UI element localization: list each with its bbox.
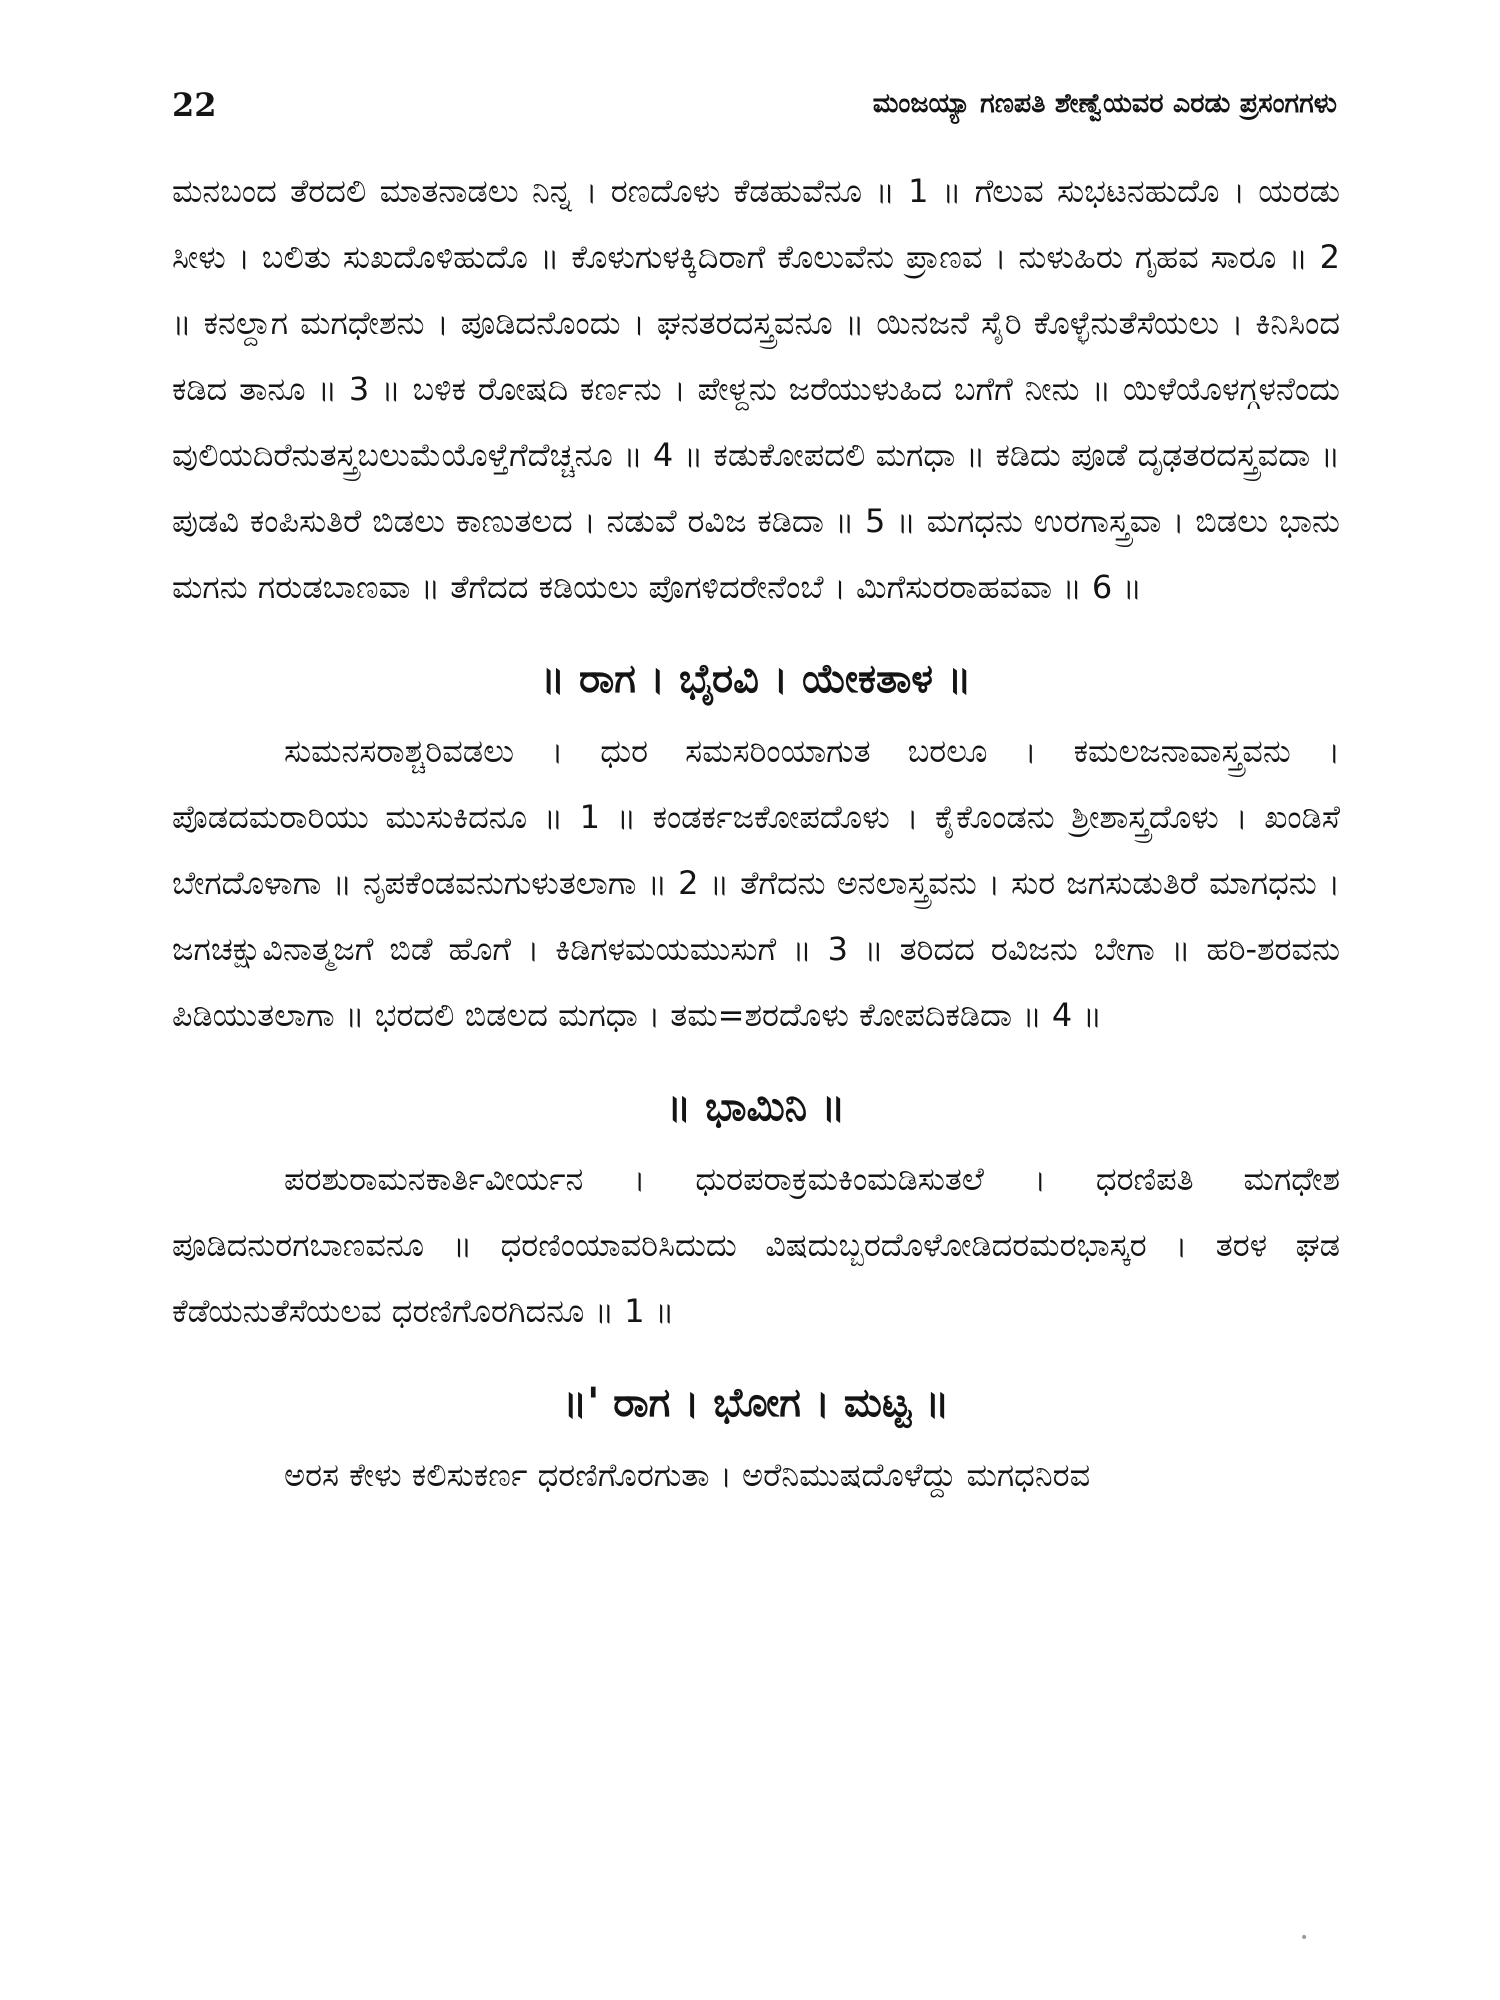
verse-block-1: ಮನಬಂದ ತೆರದಲಿ ಮಾತನಾಡಲು ನಿನ್ನ । ರಣದೊಳು ಕೆಡಹುವೆನೂ ॥ 1 ॥ ಗೆಲುವ ಸುಭಟನಹುದೊ । ಯರಡು ಸೀಳು । ಬಲಿತು ಸುಖದೊಳಿಹುದೊ ॥ ಕೊಳುಗುಳಕ್ಕಿದಿರಾಗೆ ಕೊಲುವೆನು ಪ್ರಾಣವ । ನುಳುಹಿರು ಗೃಹವ ಸಾರೂ ॥ 2 ॥ ಕನಲ್ದಾಗ ಮಗಧೇಶನು । ಪೂಡಿದನೊಂದು । ಘನತರದಸ್ತ್ರವನೂ ॥ ಯಿನಜನೆ ಸೈರಿ ಕೊಳ್ಳೆನುತೆಸೆಯಲು । ಕಿನಿಸಿಂದ ಕಡಿದ ತಾನೂ ॥ 3 ॥ ಬಳಿಕ ರೋಷದಿ ಕರ್ಣನು । ಪೇಳ್ದನು ಜರೆಯುಳುಹಿದ ಬಗೆಗೆ ನೀನು ॥ ಯಿಳೆಯೊಳಗ್ಗಳನೆಂದು ವುಲಿಯದಿರೆನುತಸ್ತ್ರಬಲುಮೆಯೊಳ್ತೆಗೆದೆಚ್ಚನೂ ॥ 4 ॥ ಕಡುಕೋಪದಲಿ ಮಗಧಾ ॥ ಕಡಿದು ಪೂಡೆ ದೃಢತರದಸ್ತ್ರವದಾ ॥ ಪುಡವಿ ಕಂಪಿಸುತಿರೆ ಬಿಡಲು ಕಾಣುತಲದ । ನಡುವೆ ರವಿಜ ಕಡಿದಾ ॥ 5 ॥ ಮಗಧನು ಉರಗಾಸ್ತ್ರವಾ । ಬಿಡಲು ಭಾನು ಮಗನು ಗರುಡಬಾಣವಾ ॥ ತೆಗೆದದ ಕಡಿಯಲು ಪೊಗಳಿದರೇನೆಂಬೆ । ಮಿಗೆಸುರರಾಹವವಾ ॥ 6 ॥ bbox=[172, 172, 1340, 606]
stray-dot-mark: • bbox=[1300, 1930, 1309, 1946]
running-title: ಮಂಜಯ್ಯಾ ಗಣಪತಿ ಶೇಣ್ವೆಯವರ ಎರಡು ಪ್ರಸಂಗಗಳು bbox=[872, 88, 1337, 119]
section-heading-bhamini: ॥ ಭಾಮಿನಿ ॥ bbox=[666, 1084, 846, 1130]
page-body bbox=[172, 158, 1340, 1508]
page-number: 22 bbox=[172, 86, 217, 124]
verse-block-2: ಸುಮನಸರಾಶ್ಚರಿವಡಲು । ಧುರ ಸಮಸರಿಂಯಾಗುತ ಬರಲೂ । ಕಮಲಜನಾವಾಸ್ತ್ರವನು । ಪೊಡದಮರಾರಿಯು ಮುಸುಕಿದನೂ ॥ 1 ॥ ಕಂಡರ್ಕಜಕೋಪದೊಳು । ಕೈಕೊಂಡನು ಶ್ರೀಶಾಸ್ತ್ರದೊಳು । ಖಂಡಿಸೆ ಬೇಗದೊಳಾಗಾ ॥ ನೃಪಕೆಂಡವನುಗುಳುತಲಾಗಾ ॥ 2 ॥ ತೆಗೆದನು ಅನಲಾಸ್ತ್ರವನು । ಸುರ ಜಗಸುಡುತಿರೆ ಮಾಗಧನು । ಜಗಚಕ್ಷುವಿನಾತ್ಮಜಗೆ ಬಿಡೆ ಹೊಗೆ । ಕಿಡಿಗಳಮಯಮುಸುಗೆ ॥ 3 ॥ ತರಿದದ ರವಿಜನು ಬೇಗಾ ॥ ಹರಿ-ಶರವನು ಪಿಡಿಯುತಲಾಗಾ ॥ ಭರದಲಿ ಬಿಡಲದ ಮಗಧಾ । ತಮ=ಶರದೊಳು ಕೋಪದಿಕಡಿದಾ ॥ 4 ॥ bbox=[172, 732, 1340, 1034]
verse-block-3: ಪರಶುರಾಮನಕಾರ್ತಿವೀರ್ಯನ । ಧುರಪರಾಕ್ರಮಕಿಂಮಡಿಸುತಲೆ । ಧರಣಿಪತಿ ಮಗಧೇಶ ಪೂಡಿದನುರಗಬಾಣವನೂ ॥ ಧರಣಿಂಯಾವರಿಸಿದುದು ವಿಷದುಬ್ಬರದೊಳೋಡಿದರಮರಭಾಸ್ಕರ । ತರಳ ಘಡ ಕೆಡೆಯನುತೆಸೆಯಲವ ಧರಣಿಗೊರಗಿದನೂ ॥ 1 ॥ bbox=[172, 1160, 1340, 1330]
section-heading-raga-bhairavi: ॥ ರಾಗ । ಭೈರವಿ । ಯೇಕತಾಳ ॥ bbox=[540, 656, 972, 702]
page-header bbox=[172, 82, 1337, 134]
section-heading-raga-bhoga: ॥' ರಾಗ । ಭೋಗ । ಮಟ್ಟ ॥ bbox=[562, 1380, 950, 1426]
verse-block-4: ಅರಸ ಕೇಳು ಕಲಿಸುಕರ್ಣ ಧರಣಿಗೊರಗುತಾ । ಅರೆನಿಮುಷದೊಳೆದ್ದು ಮಗಧನಿರವ bbox=[284, 1456, 1091, 1494]
